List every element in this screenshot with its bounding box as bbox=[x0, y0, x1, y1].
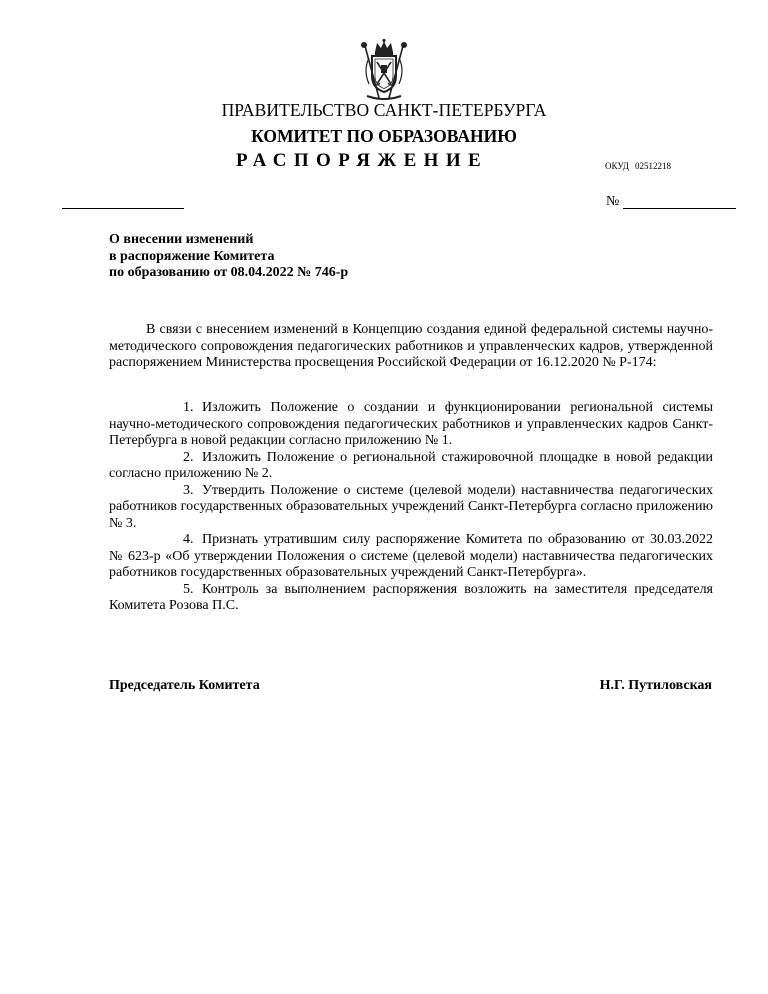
item-number: 3. bbox=[183, 482, 194, 498]
list-item bbox=[109, 483, 713, 533]
signatory-name: Н.Г. Путиловская bbox=[599, 678, 712, 693]
subject-line-2: в распоряжение Комитета bbox=[109, 248, 275, 264]
subject-line-3: по образованию от 08.04.2022 № 746-р bbox=[109, 265, 349, 280]
order-items-list bbox=[109, 400, 713, 615]
list-item bbox=[109, 582, 713, 615]
date-blank-line bbox=[62, 208, 184, 209]
signatory-title: Председатель Комитета bbox=[109, 678, 260, 693]
government-title: ПРАВИТЕЛЬСТВО САНКТ-ПЕТЕРБУРГА bbox=[221, 100, 547, 120]
document-subject bbox=[109, 232, 348, 282]
number-label: № bbox=[606, 194, 620, 209]
item-text: Контроль за выполнением распоряжения возложить на заместителя председателя Комитета Розова П.С. bbox=[109, 581, 713, 613]
list-item bbox=[109, 450, 713, 483]
item-number: 4. bbox=[183, 532, 194, 547]
item-number: 2. bbox=[183, 449, 194, 465]
item-text: Утвердить Положение о системе (целевой модели) наставничества педагогических работников государственных образовательных учреждений Санкт-Петербурга согласно приложению № 3. bbox=[109, 482, 713, 531]
document-type-title: РАСПОРЯЖЕНИЕ bbox=[236, 150, 489, 171]
list-item bbox=[109, 532, 713, 582]
okud-value: 02512218 bbox=[634, 161, 671, 171]
item-number: 5. bbox=[183, 581, 194, 597]
subject-line-1: О внесении изменений bbox=[109, 232, 254, 247]
item-text: Изложить Положение о региональной стажировочной площадке в новой редакции согласно приложению № 2. bbox=[109, 449, 713, 481]
list-item bbox=[109, 400, 713, 450]
number-blank-line bbox=[623, 208, 736, 209]
okud-code bbox=[605, 161, 677, 171]
okud-label: ОКУД bbox=[605, 161, 629, 171]
item-number: 1. bbox=[183, 400, 194, 415]
saint-petersburg-coat-of-arms-icon bbox=[355, 38, 413, 102]
intro-paragraph: В связи с внесением изменений в Концепцию создания единой федеральной системы научно-методического сопровождения педагогических работников и управленческих кадров, утвержденной распоряжением Министерства просвещения Российской Федерации от 16.12.2020 № Р-174: bbox=[109, 322, 713, 370]
item-text: Изложить Положение о создании и функционировании региональной системы научно-методического сопровождения педагогических работников и управленческих кадров Санкт-Петербурга в новой редакции согласно приложению № 1. bbox=[109, 400, 713, 448]
item-text: Признать утратившим силу распоряжение Комитета по образованию от 30.03.2022 № 623-р «Об утверждении Положения о системе (целевой модели) наставничества педагогических работников государственных образовательных учреждений Санкт-Петербурга». bbox=[109, 532, 713, 580]
committee-title: КОМИТЕТ ПО ОБРАЗОВАНИЮ bbox=[251, 126, 517, 146]
